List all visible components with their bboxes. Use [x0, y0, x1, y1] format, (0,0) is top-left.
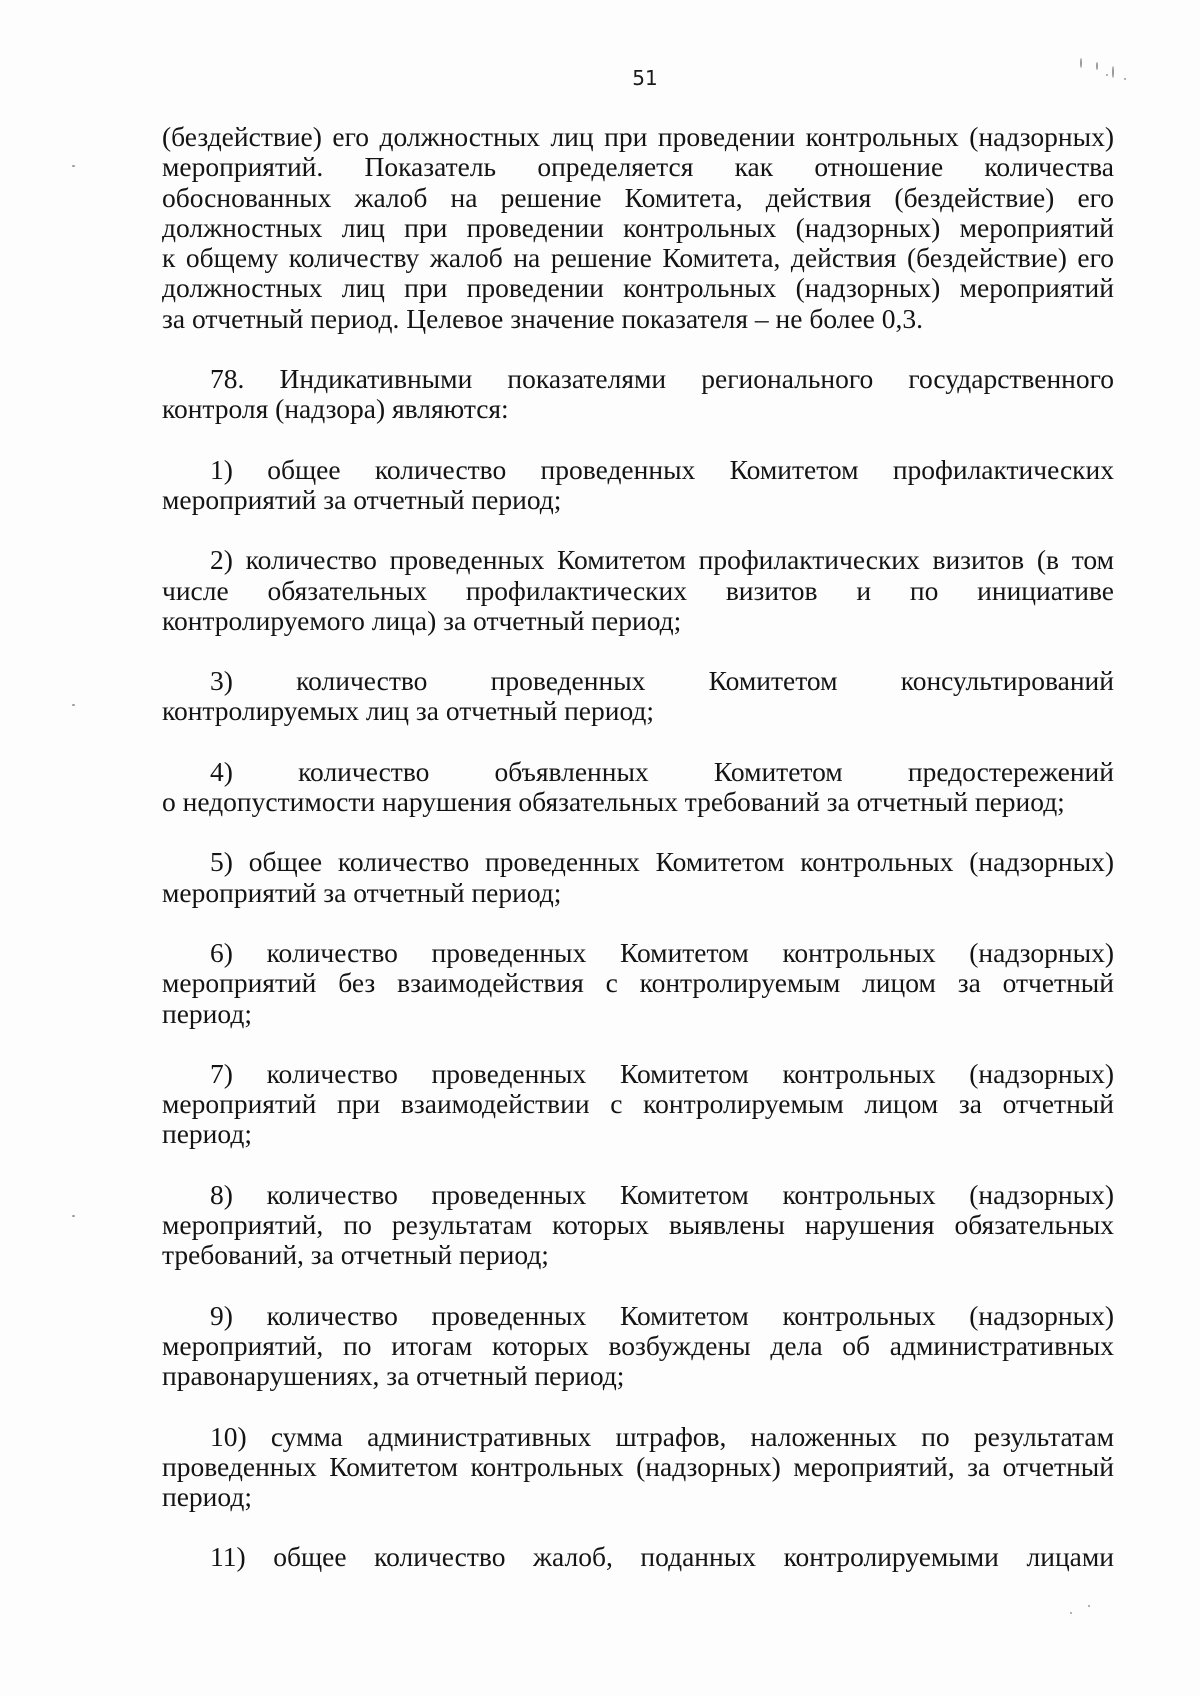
- paragraph-line: обоснованных жалоб на решение Комитета, действия (бездействие) его: [162, 181, 1114, 213]
- item-middle: мероприятий, по итогам которых возбуждены дела об административных: [162, 1329, 1114, 1361]
- list-item-11: [162, 1542, 1114, 1572]
- paragraph-line: к общему количеству жалоб на решение Комитета, действия (бездействие) его: [162, 242, 1114, 274]
- item-rest: мероприятий за отчетный период;: [162, 483, 562, 515]
- item-middle: числе обязательных профилактических визитов и по инициативе: [162, 574, 1114, 606]
- item-lead: 11) общее количество жалоб, поданных контролируемыми лицами: [210, 1541, 1114, 1573]
- item-rest: требований, за отчетный период;: [162, 1239, 549, 1271]
- item-rest: контролируемых лиц за отчетный период;: [162, 695, 655, 727]
- clause-78: [162, 364, 1114, 425]
- paragraph-line: должностных лиц при проведении контрольных (надзорных) мероприятий: [162, 272, 1114, 304]
- continuation-paragraph: [162, 122, 1114, 334]
- item-rest: контролируемого лица) за отчетный период;: [162, 604, 682, 636]
- item-lead: 3) количество проведенных Комитетом консультирований: [210, 665, 1114, 697]
- list-item-5: [162, 847, 1114, 908]
- item-lead: 4) количество объявленных Комитетом предостережений: [210, 755, 1114, 787]
- item-lead: 5) общее количество проведенных Комитетом контрольных (надзорных): [210, 846, 1114, 878]
- list-item-4: [162, 757, 1114, 818]
- scan-speck: [72, 165, 75, 167]
- list-item-2: [162, 545, 1114, 636]
- list-item-3: [162, 666, 1114, 727]
- item-lead: 2) количество проведенных Комитетом профилактических визитов (в том: [210, 544, 1114, 576]
- item-lead: 6) количество проведенных Комитетом контрольных (надзорных): [210, 936, 1114, 968]
- paragraph-line: за отчетный период. Целевое значение показателя – не более 0,3.: [162, 302, 923, 334]
- paragraph-line: (бездействие) его должностных лиц при проведении контрольных (надзорных): [162, 121, 1114, 152]
- list-item-7: [162, 1059, 1114, 1150]
- item-rest: о недопустимости нарушения обязательных требований за отчетный период;: [162, 786, 1065, 818]
- list-item-9: [162, 1301, 1114, 1392]
- scan-speck: [72, 1215, 75, 1217]
- item-rest: правонарушениях, за отчетный период;: [162, 1360, 625, 1392]
- item-lead: 1) общее количество проведенных Комитетом профилактических: [210, 453, 1114, 485]
- scan-speck: [1070, 1612, 1072, 1614]
- item-middle: мероприятий без взаимодействия с контролируемым лицом за отчетный: [162, 967, 1114, 999]
- document-body: [162, 122, 1114, 1573]
- page-number: 51: [632, 66, 658, 90]
- item-rest: период;: [162, 1118, 252, 1150]
- item-lead: 8) количество проведенных Комитетом контрольных (надзорных): [210, 1178, 1114, 1210]
- item-middle: мероприятий, по результатам которых выявлены нарушения обязательных: [162, 1209, 1114, 1241]
- item-rest: период;: [162, 1481, 252, 1513]
- scan-speck: [1088, 1605, 1090, 1607]
- list-item-8: [162, 1180, 1114, 1271]
- clause-rest: контроля (надзора) являются:: [162, 393, 509, 425]
- item-lead: 7) количество проведенных Комитетом контрольных (надзорных): [210, 1057, 1114, 1089]
- paragraph-line: должностных лиц при проведении контрольных (надзорных) мероприятий: [162, 211, 1114, 243]
- list-item-6: [162, 938, 1114, 1029]
- clause-lead: 78. Индикативными показателями регионального государственного: [210, 363, 1114, 395]
- item-lead: 9) количество проведенных Комитетом контрольных (надзорных): [210, 1299, 1114, 1331]
- item-middle: мероприятий при взаимодействии с контролируемым лицом за отчетный: [162, 1088, 1114, 1120]
- item-rest: период;: [162, 997, 252, 1029]
- paragraph-line: мероприятий. Показатель определяется как отношение количества: [162, 151, 1114, 183]
- scan-speck: [72, 704, 75, 706]
- item-rest: мероприятий за отчетный период;: [162, 876, 562, 908]
- item-middle: проведенных Комитетом контрольных (надзорных) мероприятий, за отчетный: [162, 1450, 1114, 1482]
- list-item-1: [162, 455, 1114, 516]
- item-lead: 10) сумма административных штрафов, наложенных по результатам: [210, 1420, 1114, 1452]
- list-item-10: [162, 1422, 1114, 1513]
